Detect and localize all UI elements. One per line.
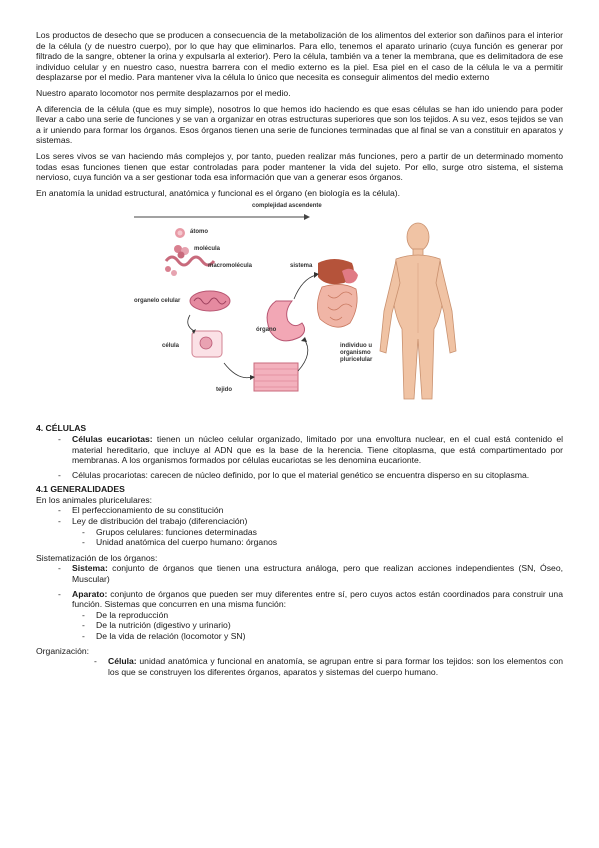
list-item-sistema (36, 563, 563, 584)
fig-label-complejidad: complejidad ascendente (252, 203, 322, 210)
text-aparato: conjunto de órganos que pueden ser muy diferentes entre sí, pero cuyos actos están coordinados para construir una función. Sistemas que concurren en una misma función: (72, 588, 563, 610)
fig-label-organelo: organelo celular (134, 298, 181, 305)
intro-pluricelulares: En los animales pluricelulares: (36, 494, 153, 505)
complexity-levels-figure (134, 203, 464, 413)
sistematizacion-label: Sistematización de los órganos: (36, 552, 158, 563)
fig-label-sistema: sistema (290, 263, 313, 270)
fig-label-atomo: átomo (190, 229, 208, 236)
fig-label-individuo: individuo u organismo pluricelular (340, 343, 373, 364)
cell-types-list (36, 434, 563, 480)
list-item-aparato (36, 589, 563, 642)
paragraph-tejidos: A diferencia de la célula (que es muy simple), nosotros lo que hemos ido haciendo es que esas células se han ido uniendo para poder llevar a cabo una serie de funciones y se van a organizar en otras estructuras superiores que son los tejidos. A su vez, esos tejidos se van a ir uniendo para formar los órganos. Esos órganos tienen una serie de funciones terminadas que al final se van a constituir en aparatos y sistemas. (36, 103, 563, 146)
paragraph-unidad-estructural: En anatomía la unidad estructural, anatómica y funcional es el órgano (en biología es la célula). (36, 187, 401, 198)
list-item-celula (36, 656, 563, 677)
fig-label-macromolecula: macromolécula (208, 263, 253, 270)
section-title-celulas: 4. CÉLULAS (36, 423, 87, 434)
paragraph-locomotor: Nuestro aparato locomotor nos permite desplazarnos por el medio. (36, 87, 291, 98)
list-item-unidad-anatomica: - Unidad anatómica del cuerpo humano: órganos (72, 537, 563, 548)
list-item-ley-distribucion (36, 516, 563, 548)
section-title-generalidades: 4.1 GENERALIDADES (36, 484, 125, 495)
organizacion-label: Organización: (36, 645, 90, 656)
text-sistema: conjunto de órganos que tienen una estructura análoga, pero que realizan acciones independientes (SN, Óseo, Muscular) (72, 563, 563, 585)
list-item-grupos-celulares: - Grupos celulares: funciones determinadas (72, 527, 563, 538)
fig-label-molecula: molécula (194, 246, 221, 253)
distribucion-sublist (72, 527, 563, 548)
fig-label-organo: órgano (256, 327, 277, 334)
term-celula: Célula: (108, 656, 137, 667)
text-ley-distribucion: Ley de distribución del trabajo (diferenciación) (72, 516, 248, 527)
list-item-nutricion: - De la nutrición (digestivo y urinario) (72, 620, 563, 631)
list-item-eucariotas (36, 434, 563, 466)
fig-label-tejido: tejido (216, 387, 232, 394)
paragraph-sistema-nervioso: Los seres vivos se van haciendo más complejos y, por tanto, pueden realizar más funciones, pero a partir de un determinado momento todas esas funciones tienen que estar controladas para poder mantener la vida del sujeto. Por ello, surge otro sistema, el sistema nervioso, cuya función va a ser gestionar toda esa información que van a generar esos órganos. (36, 150, 563, 183)
term-sistema: Sistema: (72, 563, 108, 574)
term-aparato: Aparato: (72, 588, 108, 599)
list-item-vida-relacion: - De la vida de relación (locomotor y SN) (72, 631, 563, 642)
list-item-reproduccion: - De la reproducción (72, 610, 563, 621)
paragraph-desecho: Los productos de desecho que se producen a consecuencia de la metabolización de los alimentos del exterior son dañinos para el interior de la célula (y de nuestro cuerpo), por lo que hay que eliminarlos. Para ello, tenemos el aparato urinario (cuya función es generar por filtrado de la sangre, obtener la orina y expulsarla al exterior). Pero la célula, también va a tener la membrana, que es delimitadora de ese individuo celular y en nuestro caso, nuestra barrera con el medio externo es la piel. Esa piel en el caso de la célula le va a permitir desplazarse por el medio. Para mantener viva la célula lo único que necesita es conseguir alimentos del medio externo (36, 30, 563, 83)
sistematizacion-list (36, 563, 563, 641)
aparato-sublist (72, 610, 563, 642)
term-eucariotas: Células eucariotas: (72, 433, 153, 444)
document-page (36, 30, 563, 681)
text-celula: unidad anatómica y funcional en anatomía, se agrupan entre si para formar los tejidos: son los elementos con los que se construyen los diferentes órganos, aparatos y sistemas del cuerpo humano. (108, 656, 563, 677)
generalidades-list (36, 505, 563, 547)
fig-label-celula: célula (162, 343, 180, 350)
organizacion-list (36, 656, 563, 677)
complexity-illustration (134, 203, 464, 413)
list-item-perfeccionamiento: - El perfeccionamiento de su constitución (36, 505, 563, 516)
list-item-procariotas: - Células procariotas: carecen de núcleo definido, por lo que el material genético se encuentra disperso en su citoplasma. (36, 470, 563, 481)
text-eucariotas: tienen un núcleo celular organizado, limitado por una envoltura nuclear, en el cual está contenido el material hereditario, que incluye al ADN que es la base de la herencia. Tiene citoplasma, que está compartimentado por membranas. A los organismos formados por células eucariotas se les denomina eucarionte. (72, 433, 564, 466)
